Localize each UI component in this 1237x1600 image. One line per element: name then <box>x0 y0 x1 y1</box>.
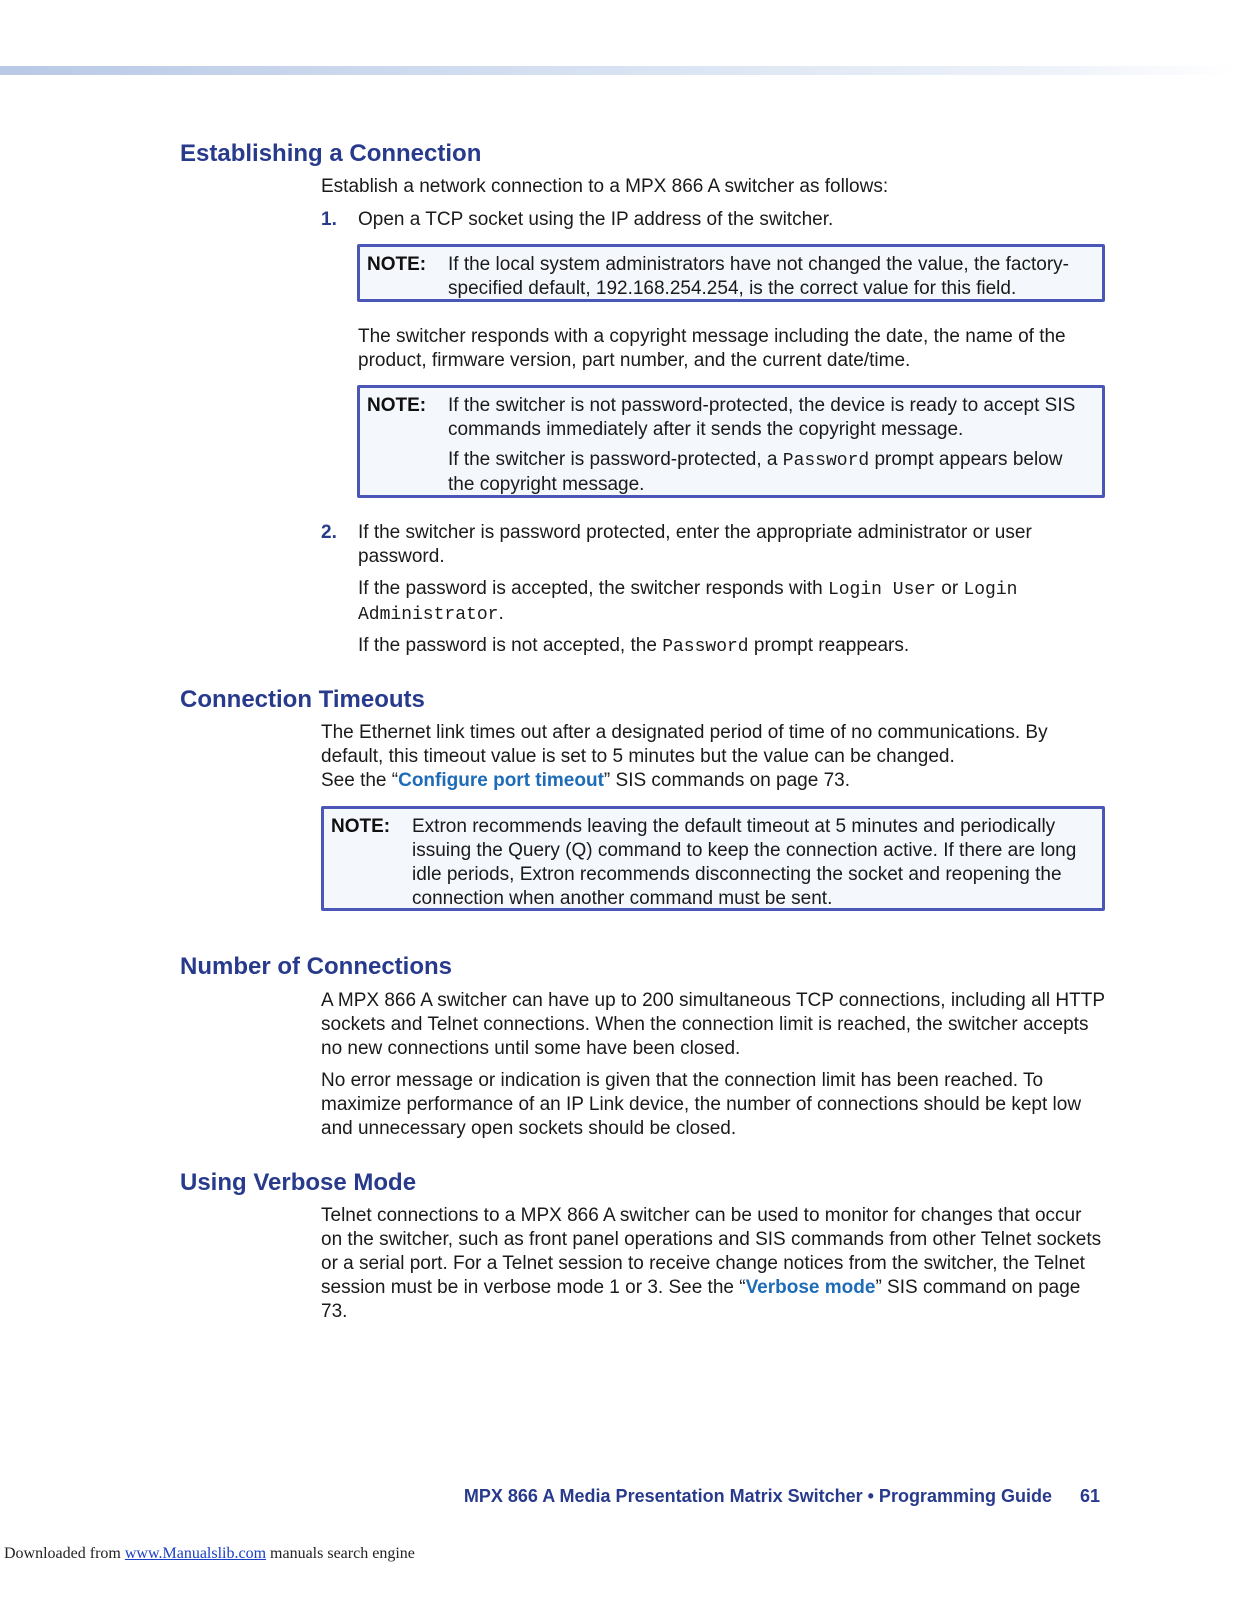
timeouts-text: The Ethernet link times out after a designated period of time of no communications. By default, this timeout value is set to 5 minutes but the value can be changed. <box>321 722 1048 767</box>
timeouts-see-text: See the “Configure port timeout” SIS commands on page 73. <box>321 770 851 791</box>
copyright-response-text: The switcher responds with a copyright message including the date, the name of the product, firmware version, part number, and the current date/time. <box>358 326 1066 371</box>
footer-title: MPX 866 A Media Presentation Matrix Switcher • Programming Guide <box>463 1486 1052 1506</box>
step-2-text: If the switcher is password protected, enter the appropriate administrator or user password. <box>358 522 1032 567</box>
step-1-number: 1. <box>321 209 337 230</box>
manualslib-link[interactable]: www.Manualslib.com <box>124 1545 267 1562</box>
heading-establishing-connection: Establishing a Connection <box>180 140 482 167</box>
login-administrator-code: Login Administrator <box>358 580 1018 625</box>
connections-para-2: No error message or indication is given that the connection limit has been reached. To maximize performance of an IP Link device, the number of connections should be kept low and unnecessary open sockets should be closed. <box>321 1070 1082 1139</box>
connections-para-1: A MPX 866 A switcher can have up to 200 simultaneous TCP connections, including all HTTP sockets and Telnet connections. When the connection limit is reached, the switcher accepts no new connections until some have been closed. <box>321 990 1105 1059</box>
password-prompt-code: Password <box>662 637 749 657</box>
verbose-mode-link[interactable]: Verbose mode <box>745 1277 876 1298</box>
step-1-text: Open a TCP socket using the IP address of the switcher. <box>358 209 834 230</box>
note-box-password <box>357 385 1105 498</box>
download-watermark: Downloaded from www.Manualslib.com manuals search engine <box>4 1545 415 1562</box>
step-2-number: 2. <box>321 522 337 543</box>
note-text: Extron recommends leaving the default timeout at 5 minutes and periodically issuing the Query (Q) command to keep the connection active. If there are long idle periods, Extron recommends disconnecting the socket and reopening the connection when another command must be sent. <box>412 816 1077 909</box>
note-text-protected: If the switcher is password-protected, a Password prompt appears below the copyright message. <box>448 449 1063 495</box>
heading-connection-timeouts: Connection Timeouts <box>180 686 425 713</box>
heading-number-of-connections: Number of Connections <box>180 953 453 980</box>
page-number: 61 <box>1079 1486 1100 1506</box>
note-label: NOTE: <box>367 395 427 416</box>
note-text-not-protected: If the switcher is not password-protected, the device is ready to accept SIS commands immediately after it sends the copyright message. <box>448 395 1076 440</box>
password-rejected-text: If the password is not accepted, the Password prompt reappears. <box>358 635 910 657</box>
note-box-default-ip <box>357 244 1105 302</box>
note-label: NOTE: <box>367 254 427 275</box>
header-gradient-bar <box>0 66 1237 75</box>
note-text: If the local system administrators have not changed the value, the factory-specified default, 192.168.254.254, is the correct value for this field. <box>448 254 1069 299</box>
login-user-code: Login User <box>827 580 936 600</box>
configure-port-timeout-link[interactable]: Configure port timeout <box>398 770 604 791</box>
verbose-mode-text: Telnet connections to a MPX 866 A switcher can be used to monitor for changes that occur on the switcher, such as front panel operations and SIS commands from other Telnet sockets or a serial port. For a Telnet session to receive change notices from the switcher, the Telnet session must be in verbose mode 1 or 3. See the “Verbose mode” SIS command on page 73. <box>321 1205 1102 1322</box>
password-accepted-text: If the password is accepted, the switcher responds with Login User or Login Administrator. <box>358 578 1018 625</box>
page-footer <box>400 1484 1100 1508</box>
establishing-intro: Establish a network connection to a MPX 866 A switcher as follows: <box>321 176 889 197</box>
note-box-timeout <box>321 806 1105 911</box>
heading-using-verbose-mode: Using Verbose Mode <box>180 1169 417 1196</box>
password-prompt-code: Password <box>782 451 870 471</box>
note-label: NOTE: <box>331 816 391 837</box>
